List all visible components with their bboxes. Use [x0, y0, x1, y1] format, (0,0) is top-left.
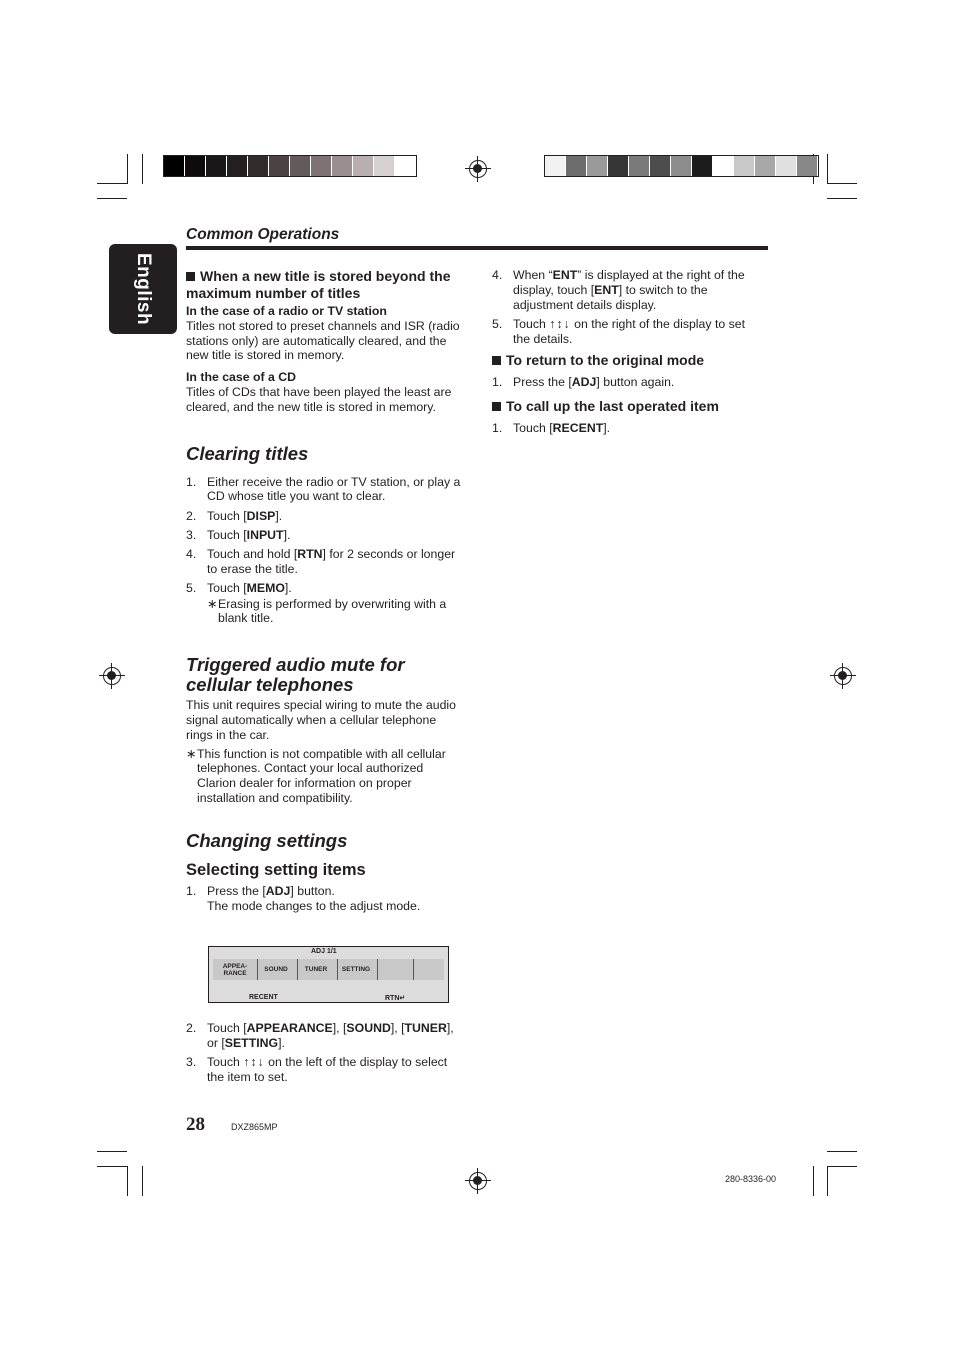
list-item: 4. Touch and hold [RTN] for 2 seconds or longer to erase the title. [186, 547, 456, 577]
list-item: 5. Touch ↑↕↓ on the right of the display to set the details. [492, 316, 746, 346]
crop-mark [827, 183, 857, 184]
clearing-steps-list [186, 475, 464, 597]
crop-mark [827, 1166, 857, 1167]
registration-mark-icon [834, 667, 852, 685]
radio-paragraph: Titles not stored to preset channels and ISR (radio stations only) are automatically cleared, and the new title is stored in memory. [186, 318, 460, 363]
new-title-heading: When a new title is stored beyond the maximum number of titles [186, 268, 451, 301]
crop-mark [127, 154, 128, 184]
crop-mark [97, 1151, 127, 1152]
crop-mark [827, 1166, 828, 1196]
square-bullet-icon [492, 356, 501, 365]
crop-mark [813, 1166, 814, 1196]
color-swatch [776, 156, 797, 176]
crop-mark [127, 1166, 128, 1196]
crop-mark [827, 154, 828, 184]
color-swatch [269, 156, 290, 176]
right-column [492, 268, 760, 441]
list-item: 3. Touch [INPUT]. [186, 527, 291, 542]
radio-subheading: In the case of a radio or TV station [186, 304, 387, 318]
list-item: 1. Touch [RECENT]. [492, 421, 611, 436]
display-sound-button: SOUND [257, 959, 294, 980]
return-heading: To return to the original mode [492, 352, 760, 369]
mute-paragraph: This unit requires special wiring to mute the audio signal automatically when a cellular telephone rings in the car. [186, 698, 456, 742]
return-steps-list [492, 375, 760, 390]
color-swatch [248, 156, 269, 176]
display-adj-label: ADJ 1/1 [311, 948, 337, 955]
list-item: 5. Touch [MEMO]. [186, 581, 292, 596]
language-tab [109, 244, 177, 334]
color-swatch [353, 156, 374, 176]
color-swatch [227, 156, 248, 176]
mute-heading-line1: Triggered audio mute for [186, 654, 405, 676]
mute-note: ∗ This function is not compatible with all cellular telephones. Contact your local authorized Clarion dealer for information on proper installation and compatibility. [186, 746, 446, 806]
header-rule [186, 246, 768, 250]
color-swatch [545, 156, 566, 176]
color-swatch [650, 156, 671, 176]
registration-mark-icon [469, 160, 487, 178]
list-item: 3. Touch ↑↕↓ on the left of the display to select the item to set. [186, 1055, 448, 1084]
list-item: 1. Press the [ADJ] button again. [492, 375, 675, 390]
list-item: 1. Press the [ADJ] button. The mode changes to the adjust mode. [186, 883, 421, 913]
display-rtn-label: RTN↵ [385, 995, 406, 1002]
color-swatch [206, 156, 227, 176]
color-swatch [671, 156, 692, 176]
color-swatch [692, 156, 713, 176]
display-appearance-button: APPEA- RANCE [222, 962, 248, 977]
color-swatch [629, 156, 650, 176]
recent-heading: To call up the last operated item [492, 398, 760, 415]
list-item: 2. Touch [APPEARANCE], [SOUND], [TUNER], or [SETTING]. [186, 1021, 454, 1050]
left-column [186, 268, 464, 918]
changing-settings-heading: Changing settings [186, 829, 348, 851]
document-code: 280-8336-00 [725, 1174, 777, 1184]
crop-mark [142, 154, 143, 184]
list-item: 4. When “ENT” is displayed at the right of the display, touch [ENT] to switch to the adjustment details display. [492, 268, 745, 312]
list-item: 2. Touch [DISP]. [186, 508, 283, 523]
color-swatch [185, 156, 206, 176]
mute-heading-line2: cellular telephones [186, 674, 354, 696]
color-swatch [608, 156, 629, 176]
clearing-note: ∗ Erasing is performed by overwriting with a blank title. [207, 596, 447, 626]
display-empty-slot [413, 959, 446, 980]
color-swatch [395, 156, 416, 176]
crop-mark [97, 183, 127, 184]
page-number: 28 [186, 1114, 205, 1135]
registration-mark-icon [103, 667, 121, 685]
color-swatch [290, 156, 311, 176]
color-swatch [734, 156, 755, 176]
crop-mark [827, 198, 857, 199]
color-calibration-bar-left [163, 155, 417, 177]
adjust-steps-list [492, 268, 760, 346]
color-swatch [332, 156, 353, 176]
color-swatch [311, 156, 332, 176]
adjust-mode-display [208, 946, 449, 1003]
crop-mark [827, 1151, 857, 1152]
clearing-titles-heading: Clearing titles [186, 442, 309, 464]
display-empty-slot [377, 959, 413, 980]
color-swatch [713, 156, 734, 176]
section-header: Common Operations [186, 226, 340, 243]
crop-mark [97, 1166, 127, 1167]
color-swatch [374, 156, 395, 176]
display-recent-label: RECENT [249, 994, 278, 1001]
square-bullet-icon [492, 402, 501, 411]
recent-steps-list [492, 421, 760, 436]
display-button-bar [213, 959, 444, 980]
square-bullet-icon [186, 272, 195, 281]
color-swatch [755, 156, 776, 176]
up-down-arrows-icon: ↑↕↓ [549, 316, 571, 331]
color-swatch [164, 156, 185, 176]
display-tuner-button: TUNER [297, 959, 334, 980]
left-column-lower [186, 1021, 464, 1089]
display-setting-button: SETTING [337, 959, 374, 980]
color-swatch [797, 156, 818, 176]
language-tab-label: English [133, 252, 154, 326]
color-swatch [566, 156, 587, 176]
color-swatch [587, 156, 608, 176]
cd-paragraph: Titles of CDs that have been played the least are cleared, and the new title is stored in memory. [186, 384, 452, 414]
up-down-arrows-icon: ↑↕↓ [243, 1055, 265, 1070]
selecting-items-heading: Selecting setting items [186, 860, 366, 879]
crop-mark [142, 1166, 143, 1196]
cd-subheading: In the case of a CD [186, 370, 297, 385]
list-item: 1. Either receive the radio or TV station, or play a CD whose title you want to clear. [186, 474, 461, 504]
selecting-steps-list-cont [186, 1021, 464, 1085]
model-number: DXZ865MP [231, 1122, 278, 1132]
crop-mark [97, 198, 127, 199]
selecting-steps-list [186, 884, 464, 914]
color-calibration-bar-right [544, 155, 819, 177]
registration-mark-icon [469, 1172, 487, 1190]
